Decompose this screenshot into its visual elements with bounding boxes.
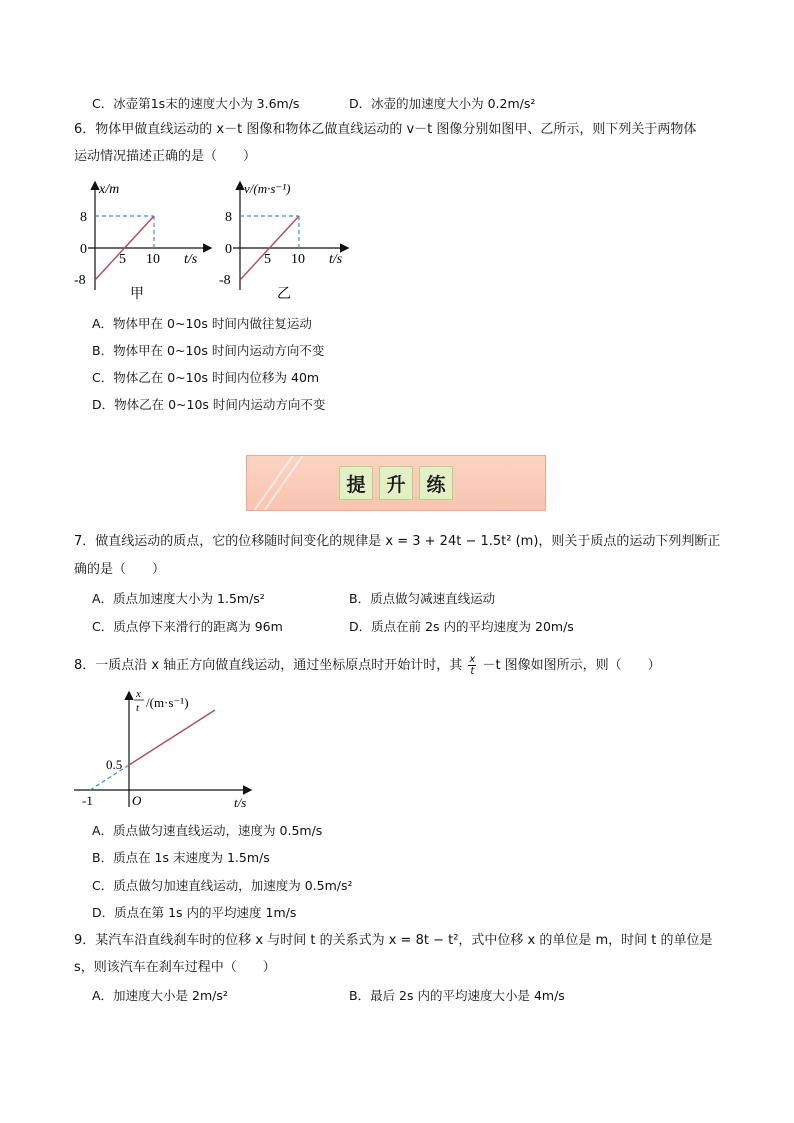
q8-option-c: C．质点做匀加速直线运动，加速度为 0.5m/s² [92,878,353,893]
q8-stem-pre: 8．一质点沿 x 轴正方向做直线运动，通过坐标原点时开始计时，其 [74,658,463,673]
q9-option-a: A．加速度大小是 2m/s² [92,988,228,1003]
x-tick-10: 10 [146,252,160,267]
y-tick-0.5: 0.5 [106,757,123,772]
q6-option-c: C．物体乙在 0~10s 时间内位移为 40m [92,370,320,385]
q8-frac-den: t [470,666,475,677]
banner-char-1: 提 [339,466,373,500]
graph-line [129,710,215,765]
y-tick-0: 0 [80,242,87,257]
banner-title [339,466,453,500]
q6-graph-b [215,175,365,305]
y-tick-neg8: -8 [219,273,231,288]
q7-option-b: B．质点做匀减速直线运动 [349,591,496,606]
x-tick-5: 5 [119,252,126,267]
q8-stem [74,654,661,677]
q9-stem-line2: s，则该汽车在刹车过程中（ ） [74,960,276,975]
x-tick-neg1: -1 [82,793,93,808]
y-label-num: x [136,688,141,700]
q8-fraction [468,654,476,677]
q8-option-a: A．质点做匀速直线运动，速度为 0.5m/s [92,823,323,838]
q8-option-d: D．质点在第 1s 内的平均速度 1m/s [92,905,297,920]
origin-label: O [132,793,142,808]
q8-frac-num: x [469,654,476,665]
x-tick-10: 10 [291,252,305,267]
banner-char-3: 练 [419,466,453,500]
q9-stem-line1: 9．某汽车沿直线刹车时的位移 x 与时间 t 的关系式为 x = 8t − t²，式中位移 x 的单位是 m，时间 t 的单位是 [74,933,713,948]
section-banner [246,455,546,511]
q6-option-a: A．物体甲在 0~10s 时间内做往复运动 [92,316,312,331]
y-tick-8: 8 [80,210,87,225]
q8-option-b: B．质点在 1s 末速度为 1.5m/s [92,850,270,865]
q6-graph-a [70,175,220,305]
q5-option-d: D．冰壶的加速度大小为 0.2m/s² [349,96,536,111]
y-tick-neg8: -8 [74,273,86,288]
graph-caption: 甲 [130,287,144,302]
x-axis-label: t/s [234,795,247,810]
q5-option-c: C．冰壶第1s末的速度大小为 3.6m/s [92,96,300,111]
q7-stem-line2: 确的是（ ） [74,562,166,577]
q7-stem-line1: 7．做直线运动的质点，它的位移随时间变化的规律是 x = 3 + 24t − 1.5t² (m)，则关于质点的运动下列判断正 [74,534,721,549]
y-tick-8: 8 [225,210,232,225]
x-axis-label: t/s [184,252,198,267]
y-axis-label: v/(m·s⁻¹) [244,181,291,196]
x-tick-5: 5 [264,252,271,267]
q7-option-d: D．质点在前 2s 内的平均速度为 20m/s [349,619,574,634]
q6-stem-line1: 6．物体甲做直线运动的 x－t 图像和物体乙做直线运动的 v－t 图像分别如图甲、乙所示，则下列关于两物体 [74,122,697,137]
y-tick-0: 0 [225,242,232,257]
y-label-den: t [136,702,140,714]
banner-char-2: 升 [379,466,413,500]
graph-caption: 乙 [277,287,291,302]
q6-stem-line2: 运动情况描述正确的是（ ） [74,149,257,164]
y-axis-label: /(m·s⁻¹) [146,695,189,710]
q7-option-a: A．质点加速度大小为 1.5m/s² [92,591,265,606]
q8-graph [70,685,260,810]
q7-option-c: C．质点停下来滑行的距离为 96m [92,619,283,634]
q6-option-d: D．物体乙在 0~10s 时间内运动方向不变 [92,397,326,412]
x-axis-label: t/s [329,252,343,267]
y-axis-label: x/m [99,182,120,197]
q9-option-b: B．最后 2s 内的平均速度大小是 4m/s [349,988,565,1003]
q6-option-b: B．物体甲在 0~10s 时间内运动方向不变 [92,343,325,358]
q8-stem-post: －t 图像如图所示，则（ ） [482,658,661,673]
